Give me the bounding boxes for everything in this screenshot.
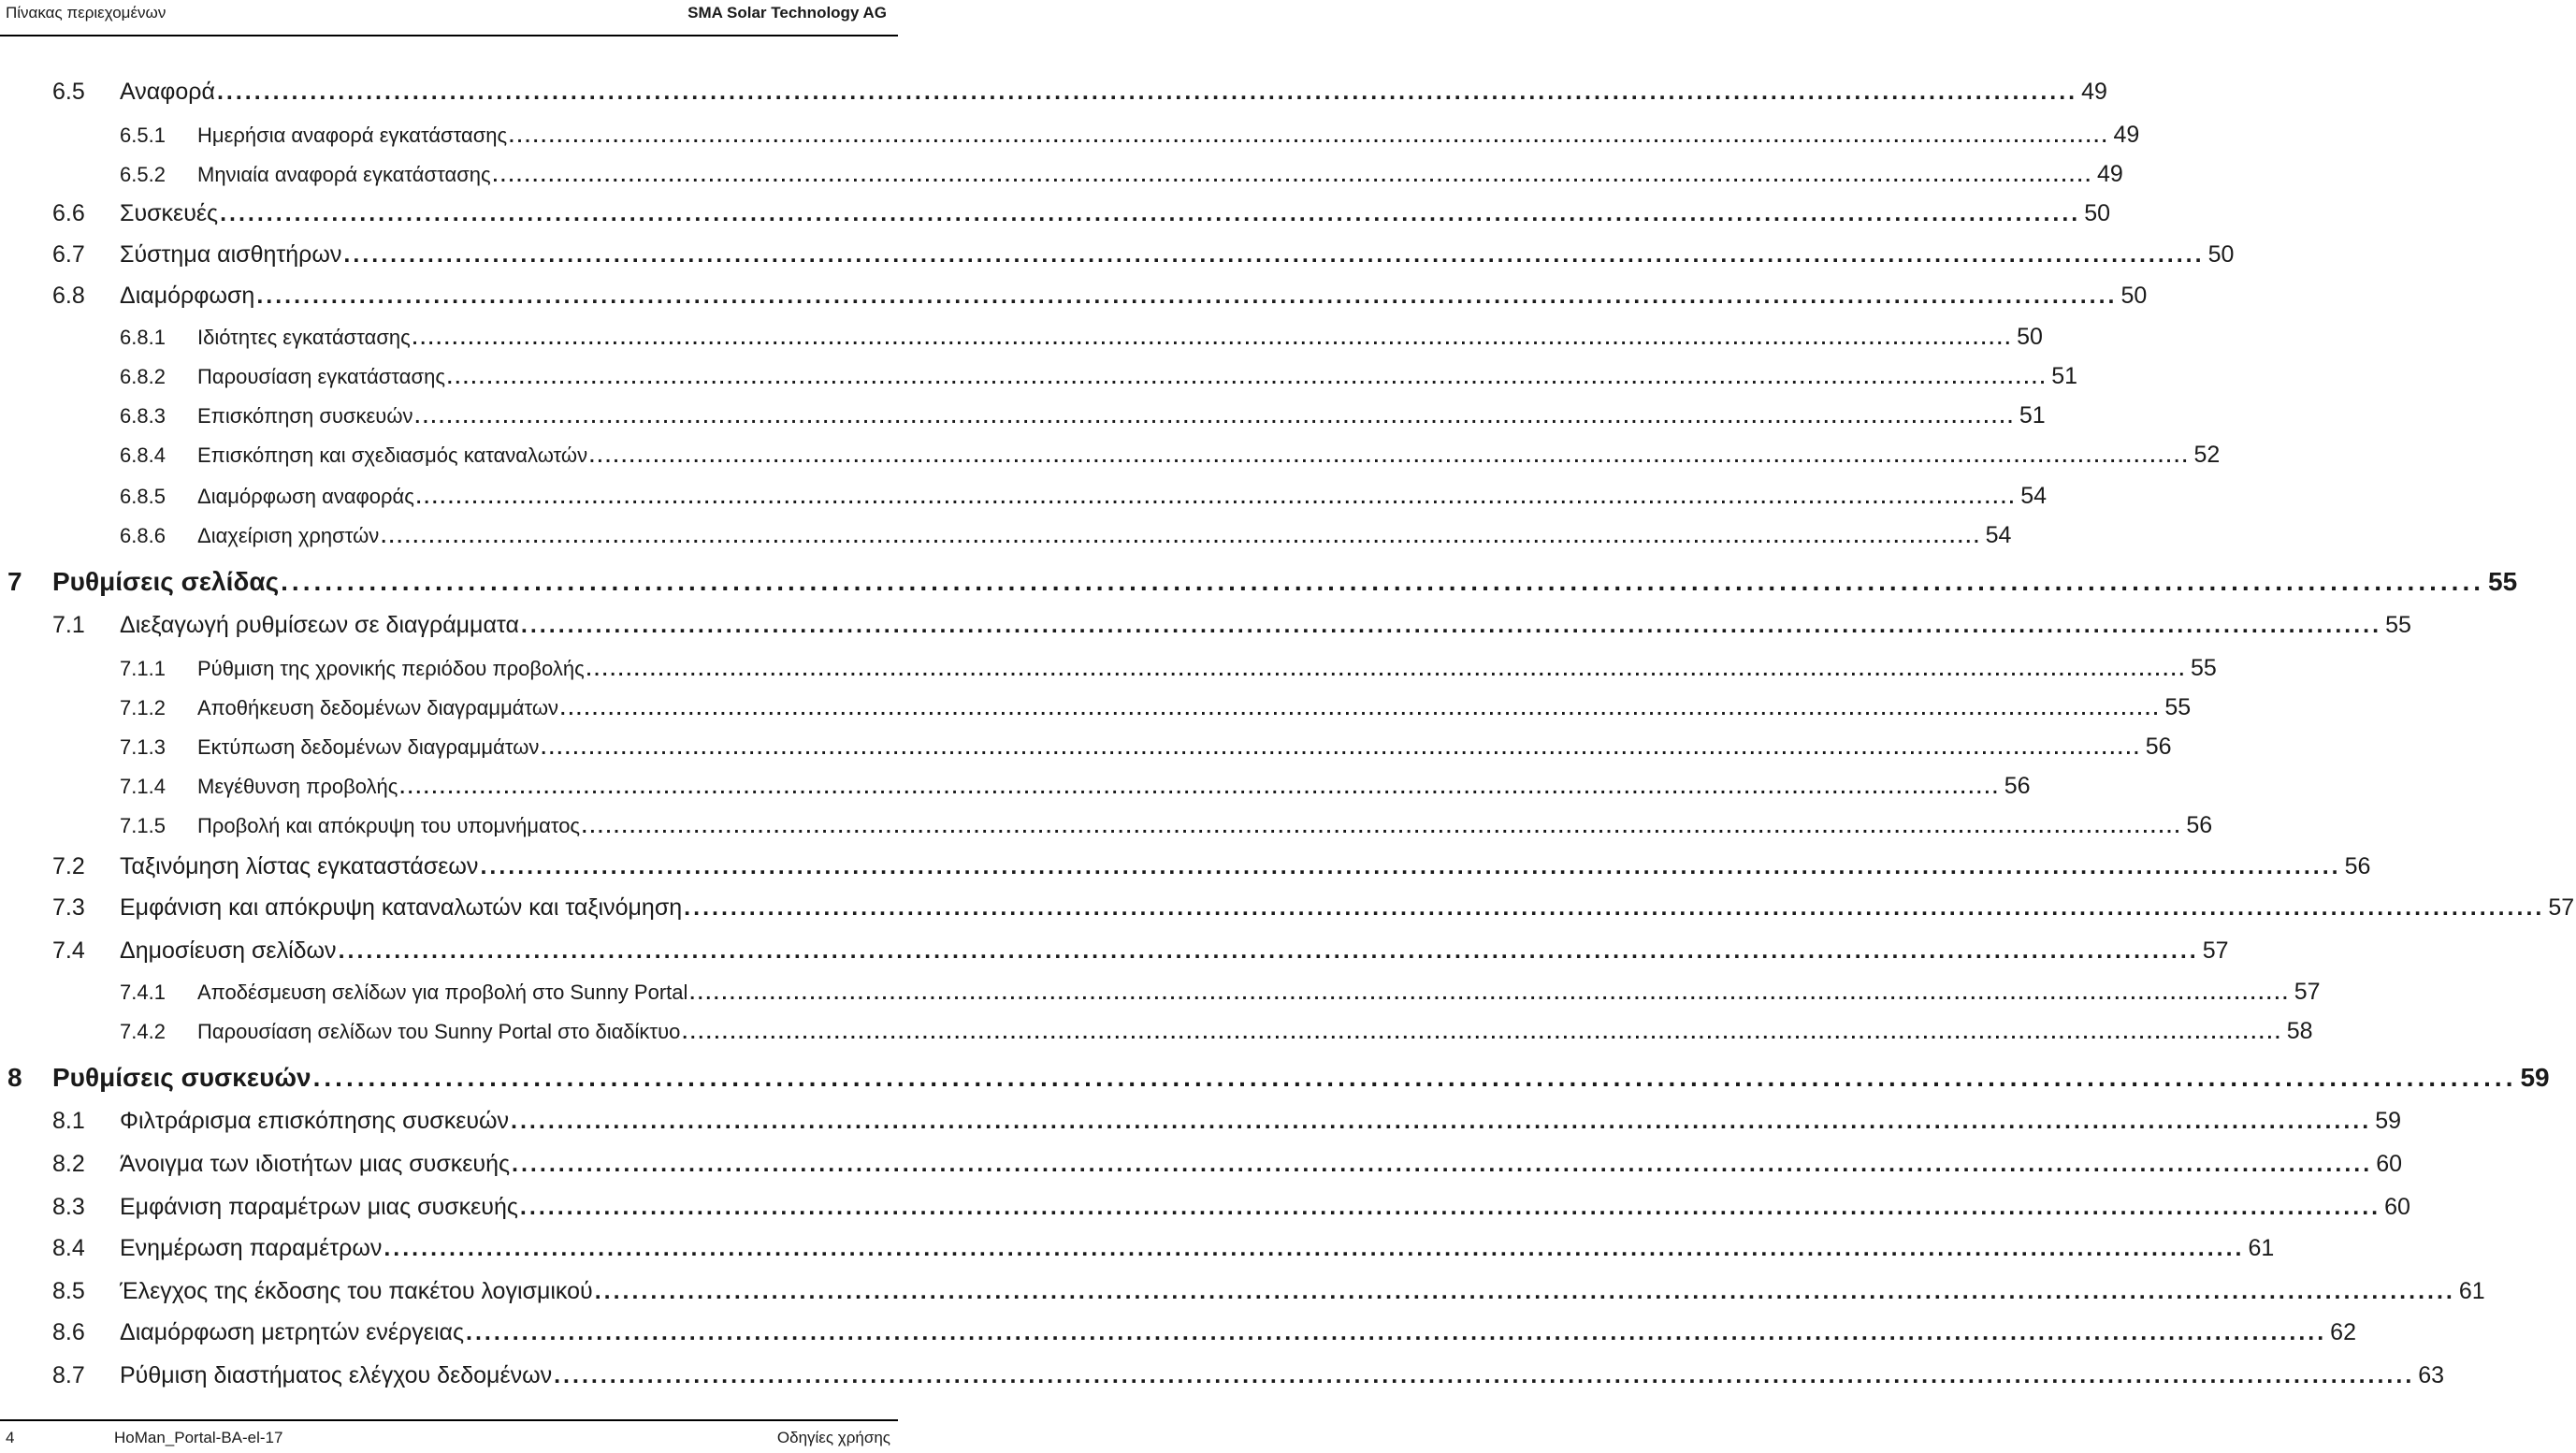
toc-leader-dots: ........................................................................................................................................................................................................ (682, 1023, 2283, 1043)
toc-entry-page: 49 (2096, 161, 2123, 187)
toc-leader-dots: ........................................................................................................................................................................................................ (541, 738, 2142, 759)
toc-entry-page: 59 (2375, 1108, 2402, 1134)
toc-entry[interactable] (52, 1362, 2445, 1389)
toc-entry-title: Ρύθμιση της χρονικής περιόδου προβολής (197, 657, 585, 680)
toc-entry[interactable] (52, 1235, 2275, 1262)
toc-leader-dots: ........................................................................................................................................................................................................ (256, 283, 2118, 309)
toc-leader-dots: ........................................................................................................................................................................................................ (338, 937, 2199, 964)
toc-entry-number: 7.1.3 (120, 735, 166, 759)
toc-entry[interactable] (120, 1018, 2313, 1045)
toc-entry-title: Διαμόρφωση (120, 283, 255, 309)
toc-entry-number: 8.3 (52, 1194, 85, 1220)
toc-entry-number: 7.4 (52, 937, 85, 964)
toc-leader-dots: ........................................................................................................................................................................................................ (512, 1151, 2373, 1177)
toc-entry-title: Επισκόπηση συσκευών (197, 404, 413, 428)
toc-leader-dots: ........................................................................................................................................................................................................ (399, 777, 2001, 798)
toc-leader-dots: ........................................................................................................................................................................................................ (312, 1063, 2517, 1092)
toc-entry[interactable] (52, 612, 2411, 639)
toc-entry-number: 8.7 (52, 1362, 85, 1388)
toc-entry[interactable] (52, 1151, 2403, 1178)
toc-entry-number: 6.8 (52, 283, 85, 309)
toc-entry-title: Μεγέθυνση προβολής (197, 775, 398, 798)
toc-leader-dots: ........................................................................................................................................................................................................ (589, 446, 2191, 467)
footer-doc-type: Οδηγίες χρήσης (776, 1429, 890, 1446)
toc-leader-dots: ........................................................................................................................................................................................................ (216, 79, 2078, 105)
toc-entry-number: 6.8.6 (120, 524, 166, 547)
toc-entry-number: 7.1 (52, 612, 85, 638)
toc-entry-title: Ταξινόμηση λίστας εγκαταστάσεων (120, 853, 479, 879)
toc-entry[interactable] (52, 241, 2235, 269)
toc-leader-dots: ........................................................................................................................................................................................................ (343, 241, 2205, 268)
toc-entry-page: 56 (2186, 812, 2213, 838)
toc-leader-dots: ........................................................................................................................................................................................................ (582, 817, 2183, 837)
toc-entry-title: Διαμόρφωση μετρητών ενέργειας (120, 1319, 464, 1345)
toc-entry[interactable] (52, 1319, 2356, 1346)
toc-leader-dots: ........................................................................................................................................................................................................ (412, 328, 2014, 349)
toc-entry[interactable] (52, 853, 2371, 880)
toc-entry-title: Ρυθμίσεις συσκευών (52, 1063, 311, 1092)
toc-leader-dots: ........................................................................................................................................................................................................ (689, 983, 2291, 1004)
toc-entry-number: 6.7 (52, 241, 85, 268)
toc-entry-number: 8.4 (52, 1235, 85, 1261)
toc-entry-page: 51 (2019, 402, 2046, 429)
footer-divider (0, 1419, 898, 1421)
toc-leader-dots: ........................................................................................................................................................................................................ (220, 200, 2081, 226)
toc-entry-title: Εκτύπωση δεδομένων διαγραμμάτων (197, 735, 540, 759)
toc-entry-page: 50 (2207, 241, 2235, 268)
toc-entry-page: 57 (2294, 979, 2321, 1005)
toc-entry-page: 50 (2017, 324, 2043, 350)
toc-entry-title: Ημερήσια αναφορά εγκατάστασης (197, 124, 508, 147)
toc-leader-dots: ........................................................................................................................................................................................................ (520, 612, 2382, 638)
toc-entry-page: 54 (2020, 483, 2048, 509)
toc-entry-title: Σύστημα αισθητήρων (120, 241, 342, 268)
toc-entry-title: Αναφορά (120, 79, 215, 105)
toc-entry-page: 50 (2084, 200, 2111, 226)
toc-entry-number: 7.4.1 (120, 981, 166, 1004)
toc-entry[interactable] (120, 773, 2031, 800)
toc-leader-dots: ........................................................................................................................................................................................................ (384, 1235, 2245, 1261)
toc-entry-number: 7.2 (52, 853, 85, 879)
toc-entry[interactable] (120, 979, 2321, 1006)
toc-entry-page: 61 (2458, 1278, 2485, 1304)
toc-entry-title: Διαμόρφωση αναφοράς (197, 485, 414, 508)
toc-entry-page: 50 (2120, 283, 2148, 309)
toc-entry[interactable] (120, 122, 2140, 149)
toc-entry[interactable] (7, 567, 2518, 597)
toc-entry-page: 56 (2344, 853, 2371, 879)
toc-leader-dots: ........................................................................................................................................................................................................ (466, 1319, 2327, 1345)
toc-entry[interactable] (52, 200, 2111, 227)
toc-entry-number: 7.1.2 (120, 696, 166, 719)
toc-leader-dots: ........................................................................................................................................................................................................ (684, 894, 2545, 921)
toc-entry[interactable] (120, 161, 2123, 188)
toc-entry[interactable] (120, 402, 2046, 429)
toc-entry-page: 58 (2286, 1018, 2313, 1044)
toc-leader-dots: ........................................................................................................................................................................................................ (586, 660, 2188, 680)
toc-leader-dots: ........................................................................................................................................................................................................ (509, 126, 2110, 147)
toc-entry-title: Δημοσίευση σελίδων (120, 937, 337, 964)
toc-leader-dots: ........................................................................................................................................................................................................ (480, 853, 2341, 879)
toc-leader-dots: ........................................................................................................................................................................................................ (554, 1362, 2415, 1388)
toc-entry-number: 6.8.1 (120, 326, 166, 349)
toc-entry-page: 62 (2330, 1319, 2356, 1345)
toc-entry[interactable] (120, 694, 2192, 721)
toc-entry-page: 63 (2418, 1362, 2445, 1388)
toc-entry-page: 52 (2193, 442, 2221, 468)
toc-entry[interactable] (120, 812, 2213, 839)
toc-entry-number: 6.5 (52, 79, 85, 105)
toc-entry-number: 7.4.2 (120, 1020, 166, 1043)
toc-leader-dots: ........................................................................................................................................................................................................ (381, 527, 1982, 547)
toc-entry-title: Προβολή και απόκρυψη του υπομνήματος (197, 814, 581, 837)
toc-entry-page: 49 (2113, 122, 2140, 148)
toc-entry-title: Αποθήκευση δεδομένων διαγραμμάτων (197, 696, 559, 719)
toc-entry-title: Εμφάνιση παραμέτρων μιας συσκευής (120, 1194, 518, 1220)
header-company: SMA Solar Technology AG (687, 4, 887, 22)
footer-page-number: 4 (6, 1429, 15, 1446)
header-section-title: Πίνακας περιεχομένων (6, 4, 166, 22)
toc-entry-number: 8.5 (52, 1278, 85, 1304)
toc-entry[interactable] (120, 442, 2221, 469)
toc-entry-number: 7.3 (52, 894, 85, 921)
page-header (0, 0, 898, 39)
toc-entry-title: Μηνιαία αναφορά εγκατάστασης (197, 163, 491, 186)
toc-entry-number: 8.6 (52, 1319, 85, 1345)
toc-entry-page: 55 (2385, 612, 2411, 638)
toc-entry-title: Συσκευές (120, 200, 219, 226)
toc-entry-page: 56 (2145, 734, 2172, 760)
toc-leader-dots: ........................................................................................................................................................................................................ (492, 166, 2093, 186)
toc-entry[interactable] (7, 1063, 2550, 1093)
toc-entry[interactable] (52, 1108, 2402, 1135)
toc-leader-dots: ........................................................................................................................................................................................................ (560, 699, 2162, 719)
toc-entry-number: 6.5.1 (120, 124, 166, 147)
toc-entry-page: 49 (2081, 79, 2107, 105)
toc-entry[interactable] (52, 283, 2148, 310)
toc-entry-page: 60 (2384, 1194, 2410, 1220)
toc-entry-title: Ρύθμιση διαστήματος ελέγχου δεδομένων (120, 1362, 553, 1388)
header-divider (0, 35, 898, 36)
toc-entry-number: 6.8.2 (120, 365, 166, 388)
toc-entry-number: 8 (7, 1063, 22, 1092)
toc-entry-title: Διαχείριση χρηστών (197, 524, 380, 547)
toc-entry-page: 55 (2488, 567, 2518, 596)
toc-entry-page: 59 (2520, 1063, 2550, 1092)
toc-entry-page: 55 (2191, 655, 2217, 681)
toc-entry-page: 57 (2202, 937, 2229, 964)
toc-leader-dots: ........................................................................................................................................................................................................ (414, 407, 2016, 428)
toc-entry-title: Αποδέσμευση σελίδων για προβολή στο Sunny Portal (197, 981, 688, 1004)
toc-entry-title: Ρυθμίσεις σελίδας (52, 567, 280, 596)
toc-entry-title: Ιδιότητες εγκατάστασης (197, 326, 411, 349)
toc-entry-page: 56 (2004, 773, 2031, 799)
toc-entry-number: 7.1.5 (120, 814, 166, 837)
toc-entry[interactable] (120, 483, 2048, 510)
toc-entry[interactable] (120, 324, 2043, 351)
toc-entry-page: 60 (2376, 1151, 2403, 1177)
toc-entry[interactable] (120, 522, 2012, 549)
toc-leader-dots: ........................................................................................................................................................................................................ (446, 368, 2048, 388)
toc-entry-number: 6.8.4 (120, 443, 166, 467)
toc-entry-title: Φιλτράρισμα επισκόπησης συσκευών (120, 1108, 510, 1134)
toc-entry-number: 8.2 (52, 1151, 85, 1177)
toc-entry[interactable] (120, 734, 2172, 761)
toc-entry-page: 55 (2164, 694, 2192, 720)
toc-entry-title: Διεξαγωγή ρυθμίσεων σε διαγράμματα (120, 612, 519, 638)
toc-entry-page: 61 (2248, 1235, 2275, 1261)
toc-entry-title: Άνοιγμα των ιδιοτήτων μιας συσκευής (120, 1151, 511, 1177)
toc-entry-number: 6.8.3 (120, 404, 166, 428)
toc-leader-dots: ........................................................................................................................................................................................................ (519, 1194, 2381, 1220)
toc-entry-number: 6.8.5 (120, 485, 166, 508)
toc-entry[interactable] (52, 894, 2575, 922)
toc-entry-title: Ενημέρωση παραμέτρων (120, 1235, 383, 1261)
toc-entry-title: Επισκόπηση και σχεδιασμός καταναλωτών (197, 443, 588, 467)
toc-entry-number: 7.1.4 (120, 775, 166, 798)
toc-leader-dots: ........................................................................................................................................................................................................ (594, 1278, 2455, 1304)
toc-entry-title: Έλεγχος της έκδοσης του πακέτου λογισμικού (120, 1278, 593, 1304)
toc-entry-page: 51 (2051, 363, 2078, 389)
toc-entry[interactable] (120, 363, 2078, 390)
toc-entry[interactable] (52, 1278, 2485, 1305)
toc-entry-title: Παρουσίαση σελίδων του Sunny Portal στο διαδίκτυο (197, 1020, 681, 1043)
toc-leader-dots: ........................................................................................................................................................................................................ (415, 487, 2018, 508)
toc-leader-dots: ........................................................................................................................................................................................................ (281, 567, 2484, 596)
toc-entry[interactable] (52, 1194, 2410, 1221)
toc-entry[interactable] (52, 937, 2229, 965)
toc-entry[interactable] (120, 655, 2217, 682)
toc-entry-number: 6.5.2 (120, 163, 166, 186)
toc-entry-number: 7.1.1 (120, 657, 166, 680)
toc-entry-title: Εμφάνιση και απόκρυψη καταναλωτών και ταξινόμηση (120, 894, 683, 921)
toc-entry-number: 8.1 (52, 1108, 85, 1134)
toc-entry-page: 54 (1985, 522, 2012, 548)
toc-entry-number: 7 (7, 567, 22, 596)
toc-leader-dots: ........................................................................................................................................................................................................ (511, 1108, 2372, 1134)
footer-doc-code: HoMan_Portal-BA-el-17 (114, 1429, 283, 1446)
toc-entry-page: 57 (2548, 894, 2575, 921)
toc-entry-number: 6.6 (52, 200, 85, 226)
toc-entry-title: Παρουσίαση εγκατάστασης (197, 365, 445, 388)
toc-entry[interactable] (52, 79, 2107, 106)
